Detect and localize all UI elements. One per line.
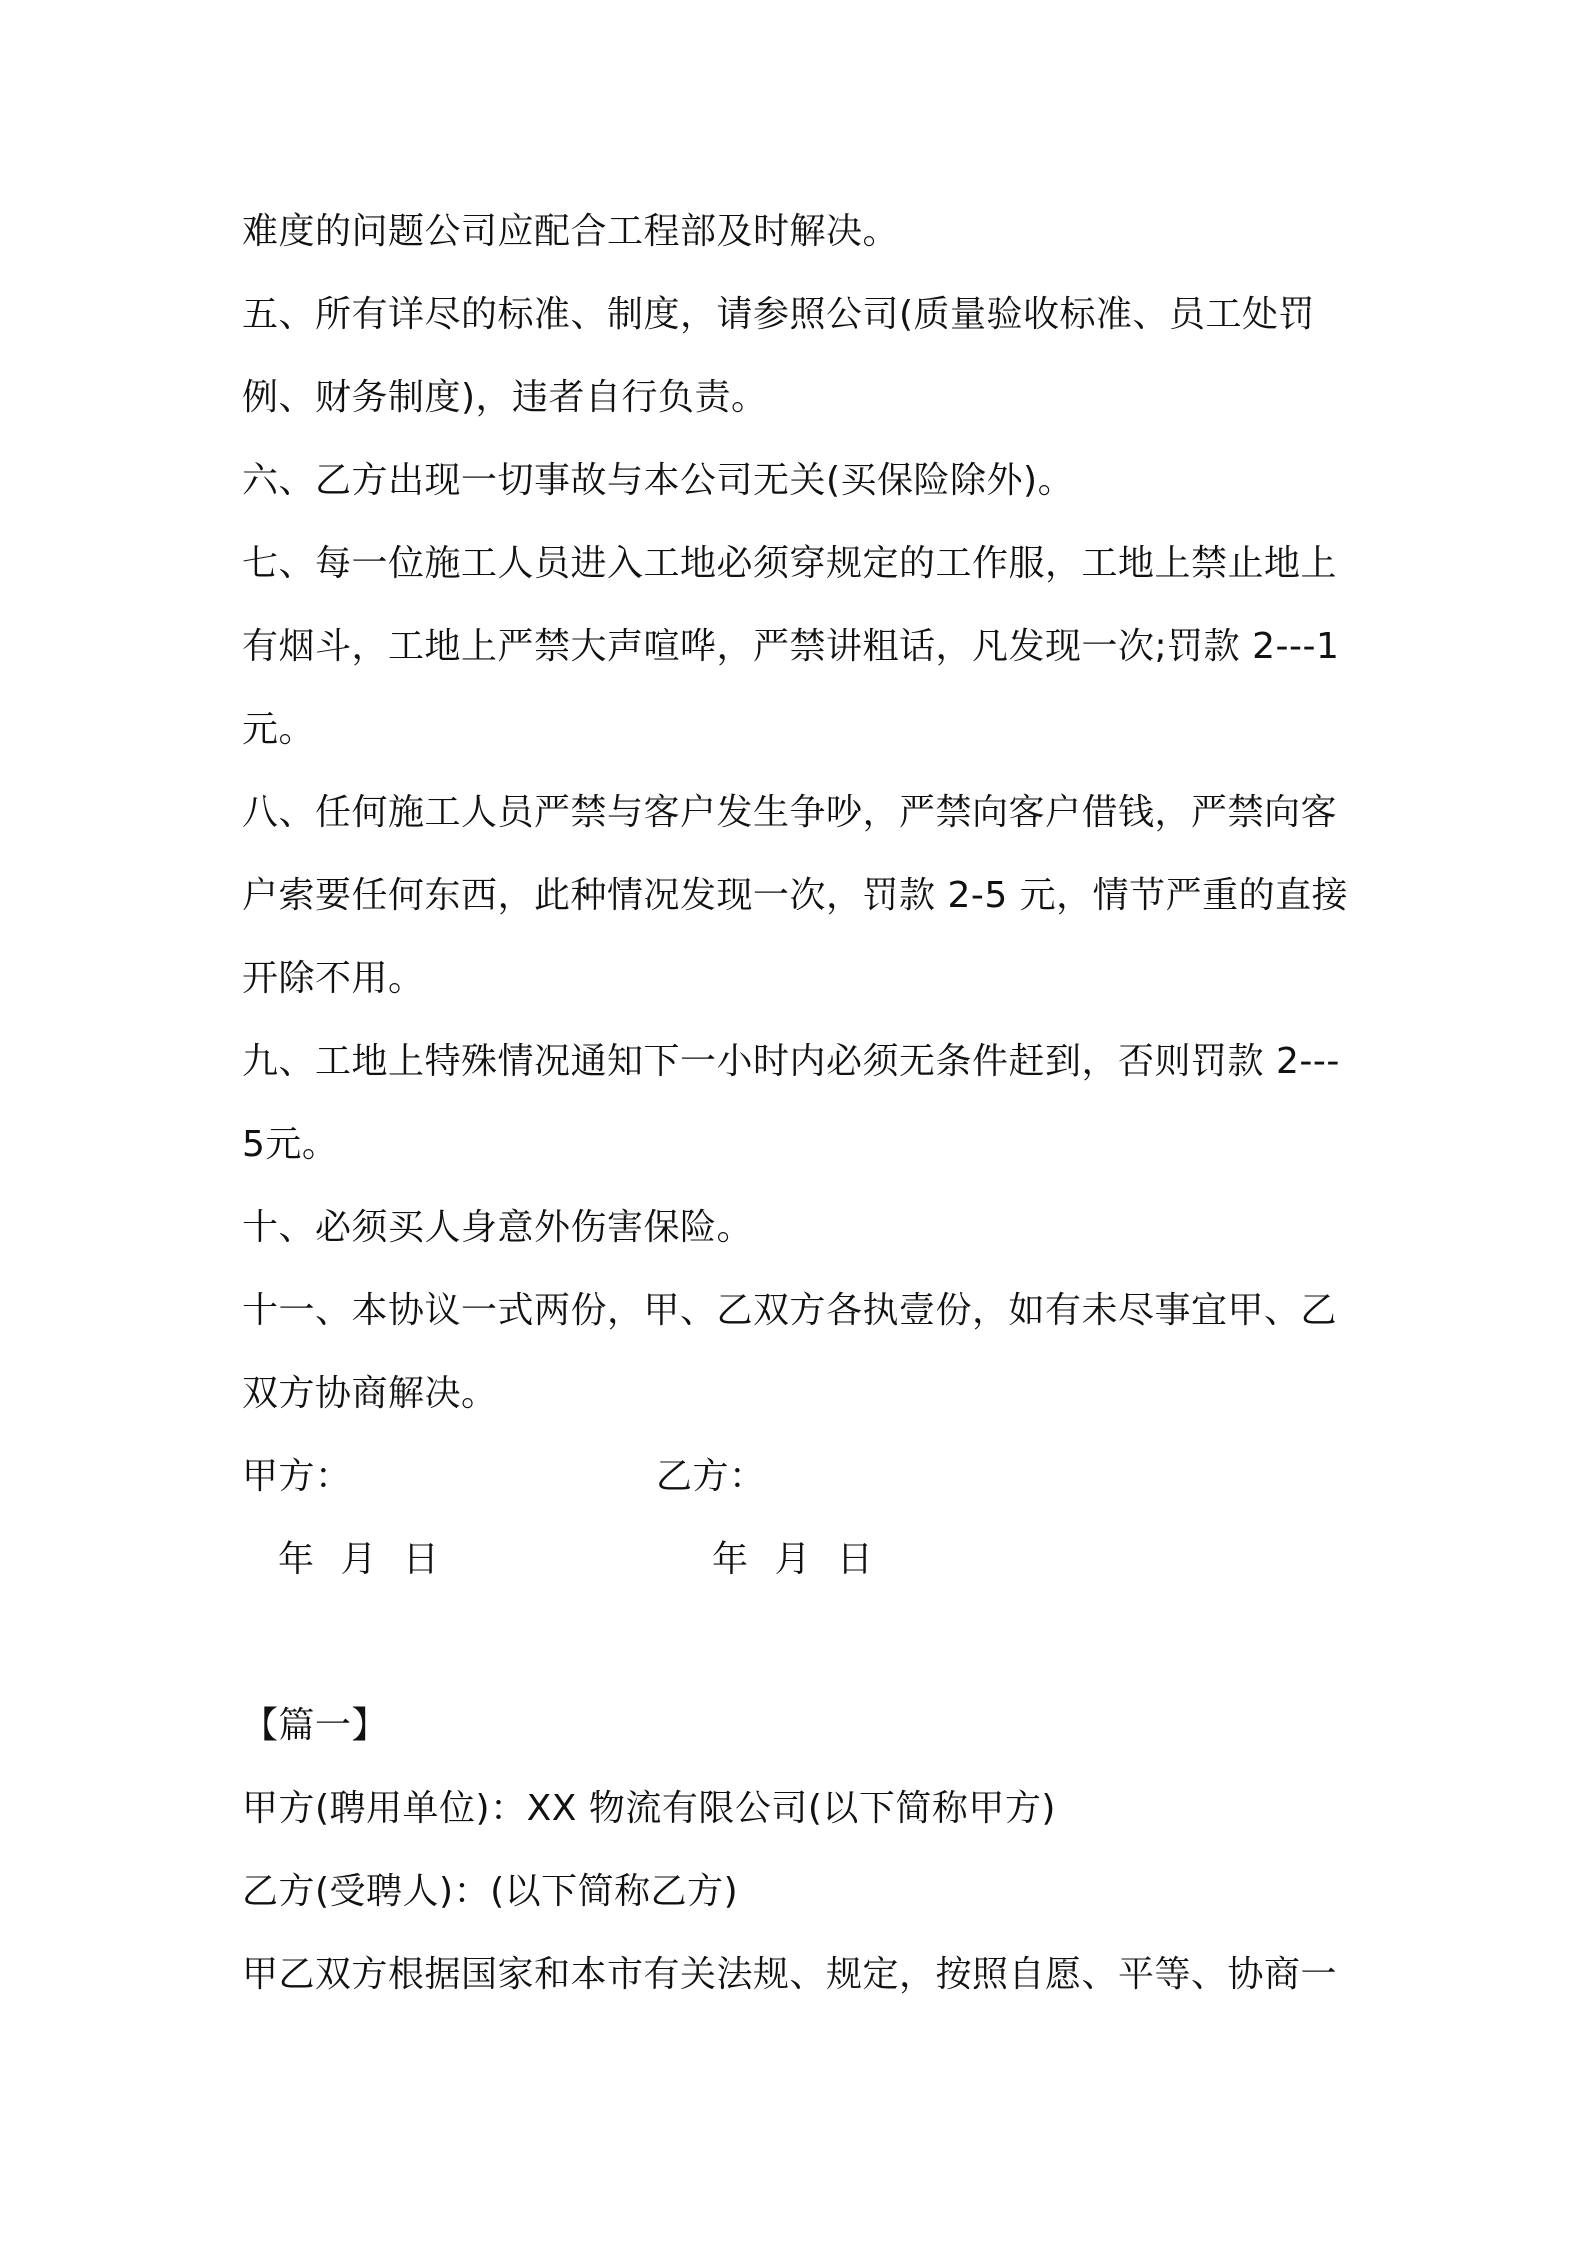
intro-line: 甲乙双方根据国家和本市有关法规、规定，按照自愿、平等、协商一: [242, 1954, 1338, 1995]
employer-line: 甲方(聘用单位)：XX 物流有限公司(以下简称甲方): [242, 1788, 1056, 1829]
party-a-signature-label: 甲方：: [242, 1456, 352, 1497]
clause-7: 七、每一位施工人员进入工地必须穿规定的工作服，工地上禁止地上有烟斗，工地上严禁大声喧哗，严禁讲粗话，凡发现一次;罚款 2---1元。: [242, 543, 1340, 750]
party-b-date: 年 月 日: [712, 1539, 874, 1580]
section-title: 【篇一】: [242, 1705, 389, 1746]
clause-9: 九、工地上特殊情况通知下一小时内必须无条件赶到，否则罚款 2---5元。: [242, 1041, 1340, 1165]
clause-6: 六、乙方出现一切事故与本公司无关(买保险除外)。: [242, 460, 1075, 501]
document-body: [242, 190, 1362, 2016]
party-a-date: 年 月 日: [278, 1539, 440, 1580]
clause-8: 八、任何施工人员严禁与客户发生争吵，严禁向客户借钱，严禁向客户索要任何东西，此种情况发现一次，罚款 2-5 元，情节严重的直接开除不用。: [242, 792, 1349, 999]
date-row: [242, 1518, 1362, 1601]
section-spacer: [242, 1601, 1362, 1684]
clause-10: 十、必须买人身意外伤害保险。: [242, 1207, 754, 1248]
signature-row: [242, 1435, 1362, 1518]
clause-5: 五、所有详尽的标准、制度，请参照公司(质量验收标准、员工处罚例、财务制度)，违者自行负责。: [242, 294, 1316, 418]
paragraph-continuation: 难度的问题公司应配合工程部及时解决。: [242, 211, 900, 252]
clause-11: 十一、本协议一式两份，甲、乙双方各执壹份，如有未尽事宜甲、乙双方协商解决。: [242, 1290, 1338, 1414]
employee-line: 乙方(受聘人)：(以下简称乙方): [242, 1871, 739, 1912]
party-b-signature-label: 乙方：: [656, 1456, 766, 1497]
